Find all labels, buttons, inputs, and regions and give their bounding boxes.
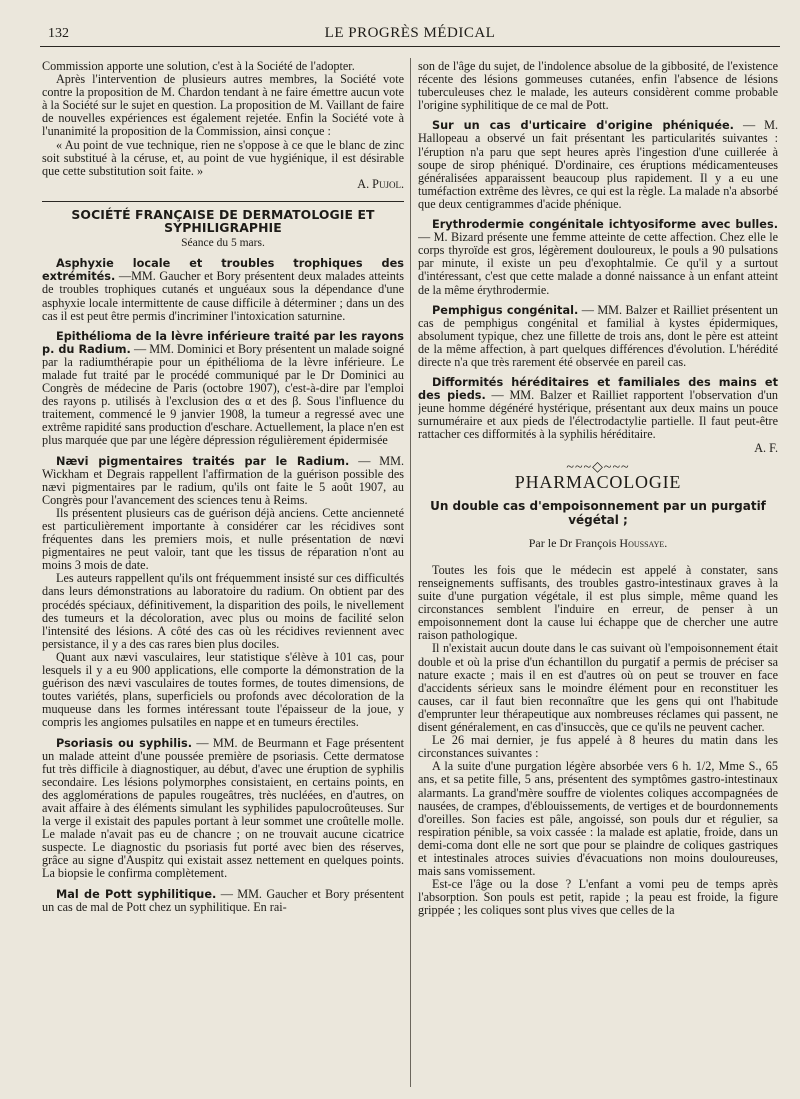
ornament-divider: ~~~◇~~~ <box>566 459 630 475</box>
report-block <box>42 257 404 322</box>
report-block <box>42 888 404 914</box>
report-title: Nævi pigmentaires traités par le Radium. <box>56 454 350 468</box>
report-text: — M. Hallopeau a observé un fait présentant les particularités suivantes : l'éruption n'a paru que sept heures après l'ingestion d'une cuillerée à soupe de sirop phéniqué. D'ordinaire, ces éruptions médicamenteuses généralisées apparaissent beaucoup plus rapidement. Il y a eu une tuméfaction extrême des lèvres, ce qui est la règle. La malade n'a absorbé que deux centigrammes d'acide phénique. <box>418 118 778 211</box>
report-text: — MM. Balzer et Railliet présentent un cas de pemphigus congénital et familial à kystes épidermiques, absolument typique, chez une fillette de trois ans, dont le père est atteint de la même affection, à part quelques différences d'évolution. L'hérédité directe n'a que très rarement été observée en pareil cas. <box>418 302 778 369</box>
article-paragraph: Toutes les fois que le médecin est appelé à constater, sans renseignements suffisants, des troubles gastro-intestinaux graves à la suite d'une purgation végétale, il est plus simple, même quand les circonstances semblent l'induire en erreur, de penser à un empoisonnement dont la cause lui échappe que de chercher une autre raison pathologique. <box>418 562 778 643</box>
report-paragraph: Les auteurs rappellent qu'ils ont fréquemment insisté sur ces difficultés dans leurs démonstrations au laboratoire du radium. On obtient par des procédés spéciaux, définitivement, la disparition des poils, le nivellement des tumeurs et la décoloration, avec plus ou moins de facilité selon l'intensité des lésions. A côté des cas où les récidives reviennent avec persistance, il y a des cas rares bien plus dociles. <box>42 571 404 651</box>
report-title: Psoriasis ou syphilis. <box>56 736 193 750</box>
report-title: Pemphigus congénital. <box>432 303 579 317</box>
article-byline <box>418 537 778 550</box>
article-paragraph: Le 26 mai dernier, je fus appelé à 8 heures du matin dans les circonstances suivantes : <box>418 733 778 761</box>
left-column <box>42 60 404 1089</box>
report-text: —MM. Gaucher et Bory présentent deux malades atteints de troubles trophiques cutanés et unguéaux sous la dépendance d'une asphyxie locale intermittente de cause difficile à déterminer ; dans un des cas il est peut être permis d'incriminer l'intoxication saturnine. <box>42 269 404 323</box>
report-paragraph: Ils présentent plusieurs cas de guérison déjà anciens. Cette ancienneté est particulièrement importante à considérer car les récidives sont fréquentes dans les premiers mois, et nulle présentation de nœvi pigmentaires ne peut valoir, tant que les tissus de réparation n'ont au moins 3 mois de date. <box>42 505 404 573</box>
column-divider <box>410 58 411 1087</box>
report-block <box>42 330 404 448</box>
section-divider <box>42 201 404 202</box>
report-block <box>42 455 404 730</box>
article-paragraph: Est-ce l'âge ou la dose ? L'enfant a vomi peu de temps après l'absorption. Son pouls est petit, rapide ; la peau est froide, la figure grippée ; les coliques sont plus vives que celles de la <box>418 877 778 918</box>
report-text: — MM. Balzer et Railliet rapportent l'observation d'un jeune homme dégénéré hystérique, présentant aux deux mains un pouce surnuméraire et aux pieds de l'électrodactylie partielle. Il faut peut-être rattacher ces difformités à la syphilis héréditaire. <box>418 388 778 442</box>
report-text: — MM. Wickham et Degrais rappellent l'affirmation de la guérison possible des nævi pigmentaires par le radium, qu'ils ont faite le 5 août 1907, au Congrès pour l'avancement des sciences tenu à Reims. <box>42 453 404 507</box>
session-date: Séance du 5 mars. <box>181 237 265 250</box>
report-title: Mal de Pott syphilitique. <box>56 887 217 901</box>
article-title: Un double cas d'empoisonnement par un purgatif végétal ; <box>430 498 766 527</box>
page-number: 132 <box>48 26 69 41</box>
article-paragraph: A la suite d'une purgation légère absorbée vers 6 h. 1/2, Mme S., 65 ans, et sa petite fille, 5 ans, présentent des symptômes gastro-intestinaux alarmants. La grand'mère souffre de violentes coliques accompagnées de nausées, de crampes, d'éblouissements, de vertiges et de bourdonnements d'oreilles. Son facies est pâle, angoissé, son pouls dur et régulier, sa respiration pénible, sa voix cassée : la malade est aplatie, froide, dans un demi-coma dont elle ne sort que pour se plaindre de coliques gastriques et intestinales atroces suivies d'évacuations non moins douloureuses, mais sans vomissement. <box>418 759 778 879</box>
report-signature: A. F. <box>754 440 778 455</box>
report-title: Sur un cas d'urticaire d'origine phéniquée. <box>432 119 734 133</box>
right-column <box>418 60 778 1089</box>
report-text: — MM. de Beurmann et Fage présentent un malade atteint d'une poussée première de psoriasis. Cette dermatose fut très difficile à diagnostiquer, au début, d'avec une éruption de syphilis secondaire. Les lésions polymorphes consistaient, en certains points, en des agglomérations de papules rougeâtres, très nucléées, en d'autres, on avait affaire à des éléments simulant les syphilides papulocroûteuses. Sur la verge il existait des papules portant à leur sommet une croûtelle molle. Le malade n'avait pas eu de chancre ; on ne trouvait aucune cicatrice suspecte. Le diagnostic du psoriasis fut porté avec bien des réserves, grâce au signe d'Auspitz qui existait assez nettement en quelques points. La biopsie le confirma complètement. <box>42 735 404 881</box>
section-title-pharmacologie: PHARMACOLOGIE <box>514 471 682 492</box>
report-block <box>418 218 778 297</box>
byline-prefix: Par le Dr François <box>528 535 617 550</box>
report-block <box>418 376 778 455</box>
page-header <box>40 20 780 47</box>
report-block <box>418 304 778 369</box>
intro-quote: « Au point de vue technique, rien ne s'oppose à ce que le blanc de zinc soit substitué à la céruse, et, au point de vue hygiénique, il est désirable que cette substitution soit faite. » <box>42 137 404 178</box>
journal-title: LE PROGRÈS MÉDICAL <box>324 25 496 41</box>
society-title: SOCIÉTÉ FRANÇAISE DE DERMATOLOGIE ET SYPHILIGRAPHIE <box>71 206 375 236</box>
intro-paragraph: Commission apporte une solution, c'est à la Société de l'adopter. <box>42 60 355 73</box>
report-text: — MM. Gaucher et Bory présentent un cas de mal de Pott chez un syphilitique. En rai- <box>42 886 404 914</box>
report-title: Erythrodermie congénitale ichtyosiforme avec bulles. <box>432 218 778 232</box>
byline-author: Houssaye. <box>619 535 668 550</box>
continuation-paragraph: son de l'âge du sujet, de l'indolence absolue de la gibbosité, de l'existence récente des lésions gommeuses cutanées, enfin l'absence de lésions tuberculeuses chez le malade, les auteurs considèrent comme probable l'origine syphilitique de ce mal de Pott. <box>418 60 778 113</box>
article-paragraph: Il n'existait aucun doute dans le cas suivant où l'empoisonnement était double et où la prise d'un échantillon du purgatif a permis de préciser sa nature exacte ; mais il en est d'autres où on peut se trouver en face d'accidents sérieux sans le moindre élément pour en reconstituer les causes, car il faut bien reconnaître que les gens qui ont l'habitude d'emprunter leur thérapeutique aux nombreuses réclames qui passent, ne disent généralement, en cas d'insuccès, que ce qu'ils ne peuvent cacher. <box>418 641 778 735</box>
report-title: Asphyxie locale et troubles trophiques des extrémités. <box>42 257 404 284</box>
report-title: Difformités héréditaires et familiales des mains et des pieds. <box>418 376 778 403</box>
report-paragraph: Quant aux nævi vasculaires, leur statistique s'élève à 101 cas, pour lesquels il y a eu 900 applications, elle comporte la démonstration de la guérison des nævi vasculaires de toutes formes, de toutes dimensions, de toutes variétés, plans, superficiels ou profonds avec décoloration de la muqueuse dans les formes intéressant toute l'épaisseur de la joue, y compris les angiomes pulsatiles en nappe et en tumeurs érectiles. <box>42 649 404 730</box>
report-text: — M. Bizard présente une femme atteinte de cette affection. Chez elle le corps thyroïde est gros, légèrement douloureux, le pouls a 90 pulsations par minute, il existe un peu d'exophtalmie. Ce qu'il y a surtout d'intéressant, c'est que cette malade a donné naissance à un enfant atteint de la même érythrodermie. <box>418 230 778 297</box>
report-text: — MM. Dominici et Bory présentent un malade soigné par la radiumthérapie pour un épithélioma de la lèvre inférieure. Le malade fut traité par le procédé communiqué par le Dr Dominici au Congrès de médecine de Paris (octobre 1907), c'est-à-dire par l'emploi des rayons p. utilisés à l'exclusion des α et des β. Sous l'influence du traitement, commencé le 9 janvier 1908, la tumeur a regressé avec une extrême rapidité sans production d'eschare. Actuellement, la place n'en est plus marquée que par une légère dépression régulièrement épidermisée <box>42 341 404 448</box>
report-title: Epithélioma de la lèvre inférieure traité par les rayons p. du Radium. <box>42 329 404 356</box>
intro-paragraph: Après l'intervention de plusieurs autres membres, la Société vote contre la proposition de M. Chardon tendant à ne faire émettre aucun vote à la Société sur le sujet en question. La proposition de M. Vaillant de faire de nouvelles expériences est également rejetée. Enfin la Société vote à l'unanimité la proposition de la Commission, ainsi conçue : <box>42 72 404 139</box>
report-block <box>42 737 404 881</box>
report-block <box>418 119 778 211</box>
intro-signature: A. Pujol. <box>357 176 404 191</box>
